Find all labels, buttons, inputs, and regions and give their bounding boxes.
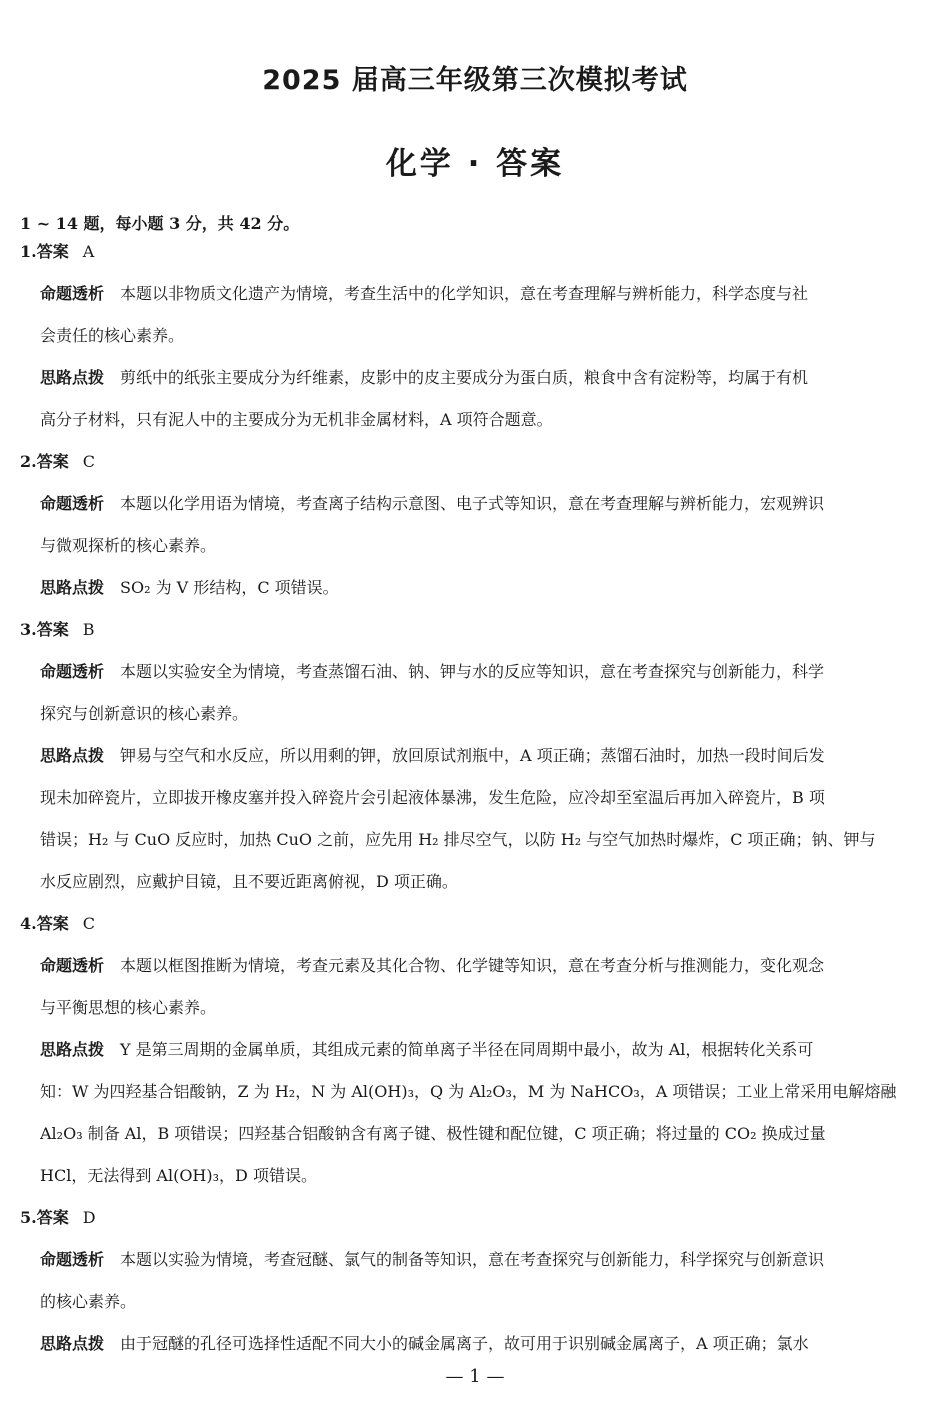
line-text: 水反应剧烈，应戴护目镜，且不要近距离俯视，D 项正确。 — [40, 872, 458, 891]
text-line — [40, 872, 932, 914]
question-block — [20, 452, 932, 620]
question-number: 3. — [20, 620, 37, 639]
answer-label: 答案 — [36, 242, 69, 261]
analysis-label: 命题透析 — [40, 1250, 105, 1269]
answer-choice: B — [82, 620, 95, 639]
analysis-label: 命题透析 — [40, 494, 105, 513]
text-line — [40, 1124, 932, 1166]
question-block — [20, 242, 932, 452]
answer-label: 答案 — [36, 620, 69, 639]
answer-choice: D — [82, 1208, 96, 1227]
text-line — [40, 1292, 932, 1334]
question-answer-line — [20, 242, 932, 284]
line-text: 知：W 为四羟基合铝酸钠，Z 为 H₂，N 为 Al(OH)₃，Q 为 Al₂O₃，M 为 NaHCO₃，A 项错误；工业上常采用电解熔融 — [40, 1082, 897, 1101]
analysis-paragraph — [20, 494, 932, 578]
text-line — [40, 746, 932, 788]
answer-label: 答案 — [36, 452, 69, 471]
text-line — [40, 536, 932, 578]
line-text: HCl，无法得到 Al(OH)₃，D 项错误。 — [40, 1166, 317, 1185]
question-number: 4. — [20, 914, 37, 933]
analysis-paragraph — [20, 956, 932, 1040]
line-text: 本题以实验安全为情境，考查蒸馏石油、钠、钾与水的反应等知识，意在考查探究与创新能力，科学 — [120, 662, 825, 681]
hint-label: 思路点拨 — [40, 368, 105, 387]
text-line — [40, 830, 932, 872]
analysis-paragraph — [20, 1250, 932, 1334]
question-block — [20, 620, 932, 914]
line-text: 本题以实验为情境，考查冠醚、氯气的制备等知识，意在考查探究与创新能力，科学探究与创新意识 — [120, 1250, 825, 1269]
line-text: 本题以框图推断为情境，考查元素及其化合物、化学键等知识，意在考查分析与推测能力，变化观念 — [120, 956, 825, 975]
text-line — [40, 788, 932, 830]
line-text: 现未加碎瓷片，立即拔开橡皮塞并投入碎瓷片会引起液体暴沸，发生危险，应冷却至室温后再加入碎瓷片，B 项 — [40, 788, 825, 807]
line-text: Al₂O₃ 制备 Al，B 项错误；四羟基合铝酸钠含有离子键、极性键和配位键，C 项正确；将过量的 CO₂ 换成过量 — [40, 1124, 826, 1143]
question-block — [20, 1208, 932, 1376]
hint-paragraph — [20, 368, 932, 452]
scoring-intro: 1 ~ 14 题，每小题 3 分，共 42 分。 — [20, 214, 300, 233]
line-text: 探究与创新意识的核心素养。 — [40, 704, 249, 723]
line-text: 由于冠醚的孔径可选择性适配不同大小的碱金属离子，故可用于识别碱金属离子，A 项正确；氯水 — [120, 1334, 809, 1353]
text-line — [40, 662, 932, 704]
text-line — [40, 1250, 932, 1292]
hint-label: 思路点拨 — [40, 1040, 105, 1059]
text-line — [40, 998, 932, 1040]
text-line — [40, 1082, 932, 1124]
line-text: 钾易与空气和水反应，所以用剩的钾，放回原试剂瓶中，A 项正确；蒸馏石油时，加热一段时间后发 — [120, 746, 825, 765]
answer-content — [20, 214, 932, 1376]
text-line — [40, 704, 932, 746]
text-line — [40, 1040, 932, 1082]
answer-label: 答案 — [36, 1208, 69, 1227]
page-number: — 1 — — [445, 1366, 505, 1387]
text-line — [40, 410, 932, 452]
question-number: 5. — [20, 1208, 37, 1227]
question-answer-line — [20, 620, 932, 662]
line-text: 会责任的核心素养。 — [40, 326, 185, 345]
question-list — [20, 242, 932, 1376]
answer-choice: C — [82, 914, 95, 933]
analysis-label: 命题透析 — [40, 284, 105, 303]
question-answer-line — [20, 1208, 932, 1250]
text-line — [40, 578, 932, 620]
line-text: 与微观探析的核心素养。 — [40, 536, 217, 555]
question-number: 2. — [20, 452, 37, 471]
text-line — [40, 284, 932, 326]
line-text: SO₂ 为 V 形结构，C 项错误。 — [120, 578, 339, 597]
hint-paragraph — [20, 578, 932, 620]
text-line — [40, 956, 932, 998]
question-block — [20, 914, 932, 1208]
question-number: 1. — [20, 242, 37, 261]
analysis-paragraph — [20, 662, 932, 746]
text-line — [40, 368, 932, 410]
exam-title: 2025 届高三年级第三次模拟考试 — [262, 65, 688, 96]
analysis-label: 命题透析 — [40, 662, 105, 681]
answer-choice: C — [82, 452, 95, 471]
exam-subtitle: 化学 · 答案 — [385, 146, 565, 182]
answer-choice: A — [82, 242, 95, 261]
line-text: 本题以非物质文化遗产为情境，考查生活中的化学知识，意在考查理解与辨析能力，科学态度与社 — [120, 284, 809, 303]
hint-label: 思路点拨 — [40, 1334, 105, 1353]
line-text: 的核心素养。 — [40, 1292, 137, 1311]
hint-label: 思路点拨 — [40, 746, 105, 765]
hint-paragraph — [20, 746, 932, 914]
line-text: 本题以化学用语为情境，考查离子结构示意图、电子式等知识，意在考查理解与辨析能力，宏观辨识 — [120, 494, 825, 513]
line-text: Y 是第三周期的金属单质，其组成元素的简单离子半径在同周期中最小，故为 Al，根据转化关系可 — [120, 1040, 814, 1059]
text-line — [40, 494, 932, 536]
line-text: 错误；H₂ 与 CuO 反应时，加热 CuO 之前，应先用 H₂ 排尽空气，以防 H₂ 与空气加热时爆炸，C 项正确；钠、钾与 — [40, 830, 876, 849]
analysis-label: 命题透析 — [40, 956, 105, 975]
line-text: 剪纸中的纸张主要成分为纤维素，皮影中的皮主要成分为蛋白质，粮食中含有淀粉等，均属于有机 — [120, 368, 809, 387]
answer-label: 答案 — [36, 914, 69, 933]
line-text: 与平衡思想的核心素养。 — [40, 998, 217, 1017]
text-line — [40, 326, 932, 368]
hint-label: 思路点拨 — [40, 578, 105, 597]
question-answer-line — [20, 914, 932, 956]
analysis-paragraph — [20, 284, 932, 368]
question-answer-line — [20, 452, 932, 494]
text-line — [40, 1166, 932, 1208]
line-text: 高分子材料，只有泥人中的主要成分为无机非金属材料，A 项符合题意。 — [40, 410, 553, 429]
hint-paragraph — [20, 1040, 932, 1208]
